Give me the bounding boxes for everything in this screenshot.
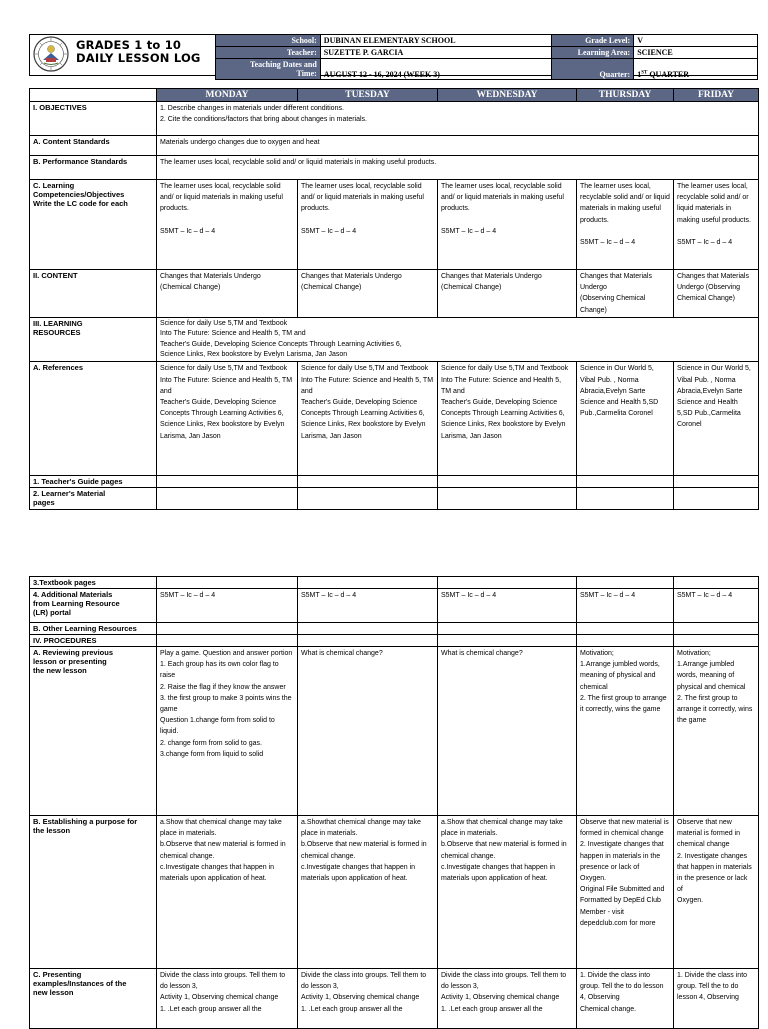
teachers-guide-pages-tuesday bbox=[298, 476, 438, 488]
quarter-word: QUARTER bbox=[649, 70, 690, 79]
content-thursday: Changes that Materials Undergo (Observing Chemical Change) bbox=[577, 270, 674, 318]
teaching-dates-value: AUGUST 12 - 16, 2024 (WEEK 3) bbox=[320, 59, 552, 80]
competencies-friday: The learner uses local, recyclable solid and/ or liquid materials in making useful products. S5MT – Ic – d – 4 bbox=[674, 180, 759, 270]
objectives-label: I. OBJECTIVES bbox=[30, 102, 157, 136]
content-label: II. CONTENT bbox=[30, 270, 157, 318]
deped-seal-logo bbox=[33, 36, 69, 72]
teachers-guide-pages-thursday bbox=[577, 476, 674, 488]
procedures-monday bbox=[157, 635, 298, 647]
purpose-thursday: Observe that new material is formed in chemical change 2. Investigate changes that happen in materials in the presence or lack of Oxygen. Original File Submitted and Formatted by DepEd Club Member - visit depedclub.com for more bbox=[577, 816, 674, 969]
learning-area-label: Learning Area: bbox=[552, 47, 634, 59]
references-thursday: Science in Our World 5, Vibal Pub. , Norma Abracia,Evelyn Sarte Science and Health 5,SD Pub.,Carmelita Coronel bbox=[577, 362, 674, 476]
content-standards-text: Materials undergo changes due to oxygen and heat bbox=[157, 136, 759, 156]
additional-materials-thursday: S5MT – Ic – d – 4 bbox=[577, 589, 674, 623]
teachers-guide-pages-friday bbox=[674, 476, 759, 488]
learners-material-pages-thursday bbox=[577, 488, 674, 510]
procedures-wednesday bbox=[438, 635, 577, 647]
other-resources-tuesday bbox=[298, 623, 438, 635]
learning-area-value: SCIENCE bbox=[634, 47, 758, 59]
textbook-pages-wednesday bbox=[438, 577, 577, 589]
content-monday: Changes that Materials Undergo (Chemical Change) bbox=[157, 270, 298, 318]
grade-level-value: V bbox=[634, 35, 758, 47]
teaching-dates-label bbox=[216, 59, 321, 80]
learners-material-pages-wednesday bbox=[438, 488, 577, 510]
content-tuesday: Changes that Materials Undergo (Chemical Change) bbox=[298, 270, 438, 318]
teacher-value: SUZETTE P. GARCIA bbox=[320, 47, 552, 59]
reviewing-label: A. Reviewing previous lesson or presenting the new lesson bbox=[30, 647, 157, 816]
reviewing-tuesday: What is chemical change? bbox=[298, 647, 438, 816]
competencies-tuesday: The learner uses local, recyclable solid and/ or liquid materials in making useful products. S5MT – Ic – d – 4 bbox=[298, 180, 438, 270]
procedures-label: IV. PROCEDURES bbox=[30, 635, 157, 647]
performance-standards-label: B. Performance Standards bbox=[30, 156, 157, 180]
lesson-log-table-part2 bbox=[29, 576, 759, 1029]
competencies-monday: The learner uses local, recyclable solid and/ or liquid materials in making useful products. S5MT – Ic – d – 4 bbox=[157, 180, 298, 270]
day-header-thursday: THURSDAY bbox=[577, 89, 674, 102]
grade-level-label: Grade Level: bbox=[552, 35, 634, 47]
presenting-thursday: 1. Divide the class into group. Tell the to do lesson 4, Observing Chemical change. bbox=[577, 969, 674, 1029]
quarter-ordinal: ST bbox=[641, 70, 648, 76]
quarter-label: Quarter: bbox=[552, 59, 634, 80]
purpose-monday: a.Show that chemical change may take place in materials. b.Observe that new material is formed in chemical change. c.Investigate changes that happen in materials upon application of heat. bbox=[157, 816, 298, 969]
reviewing-wednesday: What is chemical change? bbox=[438, 647, 577, 816]
reviewing-friday: Motivation; 1.Arrange jumbled words, meaning of physical and chemical 2. The first group to arrange it correctly, wins the game bbox=[674, 647, 759, 816]
textbook-pages-tuesday bbox=[298, 577, 438, 589]
purpose-tuesday: a.Showthat chemical change may take place in materials. b.Observe that new material is formed in chemical change. c.Investigate changes that happen in materials upon application of heat. bbox=[298, 816, 438, 969]
additional-materials-wednesday: S5MT – Ic – d – 4 bbox=[438, 589, 577, 623]
teachers-guide-pages-monday bbox=[157, 476, 298, 488]
presenting-monday: Divide the class into groups. Tell them to do lesson 3, Activity 1, Observing chemical change 1. .Let each group answer all the bbox=[157, 969, 298, 1029]
school-label: School: bbox=[216, 35, 321, 47]
form-title-line2: DAILY LESSON LOG bbox=[76, 51, 201, 65]
textbook-pages-monday bbox=[157, 577, 298, 589]
additional-materials-tuesday: S5MT – Ic – d – 4 bbox=[298, 589, 438, 623]
objectives-text: 1. Describe changes in materials under different conditions. 2. Cite the conditions/factors that bring about changes in materials. bbox=[157, 102, 759, 136]
teacher-label: Teacher: bbox=[216, 47, 321, 59]
performance-standards-text: The learner uses local, recyclable solid and/ or liquid materials in making useful products. bbox=[157, 156, 759, 180]
content-standards-label: A. Content Standards bbox=[30, 136, 157, 156]
day-header-tuesday: TUESDAY bbox=[298, 89, 438, 102]
additional-materials-friday: S5MT – Ic – d – 4 bbox=[674, 589, 759, 623]
procedures-thursday bbox=[577, 635, 674, 647]
content-wednesday: Changes that Materials Undergo (Chemical Change) bbox=[438, 270, 577, 318]
teaching-dates-label-line2: Time: bbox=[296, 69, 317, 78]
form-title bbox=[76, 39, 201, 65]
learners-material-pages-tuesday bbox=[298, 488, 438, 510]
other-resources-monday bbox=[157, 623, 298, 635]
lesson-log-table-part1 bbox=[29, 88, 759, 510]
presenting-label: C. Presenting examples/Instances of the new lesson bbox=[30, 969, 157, 1029]
form-title-line1: GRADES 1 to 10 bbox=[76, 38, 182, 52]
other-resources-friday bbox=[674, 623, 759, 635]
presenting-tuesday: Divide the class into groups. Tell them to do lesson 3, Activity 1, Observing chemical change 1. .Let each group answer all the bbox=[298, 969, 438, 1029]
learning-resources-text: Science for daily Use 5,TM and Textbook Into The Future: Science and Health 5, TM and Teacher's Guide, Developing Science Concepts Through Learning Activities 6, Science Links, Rex bookstore by Evelyn Larisma, Jan Jason bbox=[157, 317, 759, 362]
additional-materials-label: 4. Additional Materials from Learning Resource (LR) portal bbox=[30, 589, 157, 623]
teachers-guide-pages-label: 1. Teacher's Guide pages bbox=[30, 476, 157, 488]
reviewing-thursday: Motivation; 1.Arrange jumbled words, meaning of physical and chemical 2. The first group to arrange it correctly, wins the game bbox=[577, 647, 674, 816]
presenting-friday: 1. Divide the class into group. Tell the to do lesson 4, Observing bbox=[674, 969, 759, 1029]
additional-materials-monday: S5MT – Ic – d – 4 bbox=[157, 589, 298, 623]
other-resources-wednesday bbox=[438, 623, 577, 635]
learners-material-pages-label: 2. Learner's Material pages bbox=[30, 488, 157, 510]
day-header-friday: FRIDAY bbox=[674, 89, 759, 102]
reviewing-monday: Play a game. Question and answer portion 1. Each group has its own color flag to raise 2. Raise the flag if they know the answer 3. the first group to make 3 points wins the game Question 1.change form from solid to liquid. 2. change form from solid to gas. 3.change form from liquid to solid bbox=[157, 647, 298, 816]
header-info-grid bbox=[215, 34, 758, 80]
learning-resources-label: III. LEARNING RESOURCES bbox=[30, 317, 157, 362]
quarter-number: 1 bbox=[637, 70, 642, 79]
competencies-label: C. Learning Competencies/Objectives Write the LC code for each bbox=[30, 180, 157, 270]
other-resources-thursday bbox=[577, 623, 674, 635]
references-tuesday: Science for daily Use 5,TM and Textbook Into The Future: Science and Health 5, TM and Teacher's Guide, Developing Science Concepts Through Learning Activities 6, Science Links, Rex bookstore by Evelyn Larisma, Jan Jason bbox=[298, 362, 438, 476]
day-header-wednesday: WEDNESDAY bbox=[438, 89, 577, 102]
teaching-dates-label-line1: Teaching Dates and bbox=[249, 60, 317, 69]
quarter-value bbox=[634, 59, 758, 80]
school-value: DUBINAN ELEMENTARY SCHOOL bbox=[320, 35, 552, 47]
day-header-monday: MONDAY bbox=[157, 89, 298, 102]
corner-cell bbox=[30, 89, 157, 102]
textbook-pages-thursday bbox=[577, 577, 674, 589]
procedures-friday bbox=[674, 635, 759, 647]
competencies-wednesday: The learner uses local, recyclable solid and/ or liquid materials in making useful products. S5MT – Ic – d – 4 bbox=[438, 180, 577, 270]
competencies-thursday: The learner uses local, recyclable solid and/ or liquid materials in making useful products. S5MT – Ic – d – 4 bbox=[577, 180, 674, 270]
other-resources-label: B. Other Learning Resources bbox=[30, 623, 157, 635]
purpose-friday: Observe that new material is formed in chemical change 2. Investigate changes that happen in materials in the presence or lack of Oxygen. bbox=[674, 816, 759, 969]
teachers-guide-pages-wednesday bbox=[438, 476, 577, 488]
references-monday: Science for daily Use 5,TM and Textbook Into The Future: Science and Health 5, TM and Teacher's Guide, Developing Science Concepts Through Learning Activities 6, Science Links, Rex bookstore by Evelyn Larisma, Jan Jason bbox=[157, 362, 298, 476]
learners-material-pages-friday bbox=[674, 488, 759, 510]
learners-material-pages-monday bbox=[157, 488, 298, 510]
purpose-label: B. Establishing a purpose for the lesson bbox=[30, 816, 157, 969]
content-friday: Changes that Materials Undergo (Observing Chemical Change) bbox=[674, 270, 759, 318]
purpose-wednesday: a.Show that chemical change may take place in materials. b.Observe that new material is formed in chemical change. c.Investigate changes that happen in materials upon application of heat. bbox=[438, 816, 577, 969]
textbook-pages-label: 3.Textbook pages bbox=[30, 577, 157, 589]
references-label: A. References bbox=[30, 362, 157, 476]
textbook-pages-friday bbox=[674, 577, 759, 589]
presenting-wednesday: Divide the class into groups. Tell them to do lesson 3, Activity 1, Observing chemical change 1. .Let each group answer all the bbox=[438, 969, 577, 1029]
procedures-tuesday bbox=[298, 635, 438, 647]
references-friday: Science in Our World 5, Vibal Pub. , Norma Abracia,Evelyn Sarte Science and Health 5,SD Pub.,Carmelita Coronel bbox=[674, 362, 759, 476]
references-wednesday: Science for daily Use 5,TM and Textbook Into The Future: Science and Health 5, TM and Teacher's Guide, Developing Science Concepts Through Learning Activities 6, Science Links, Rex bookstore by Evelyn Larisma, Jan Jason bbox=[438, 362, 577, 476]
